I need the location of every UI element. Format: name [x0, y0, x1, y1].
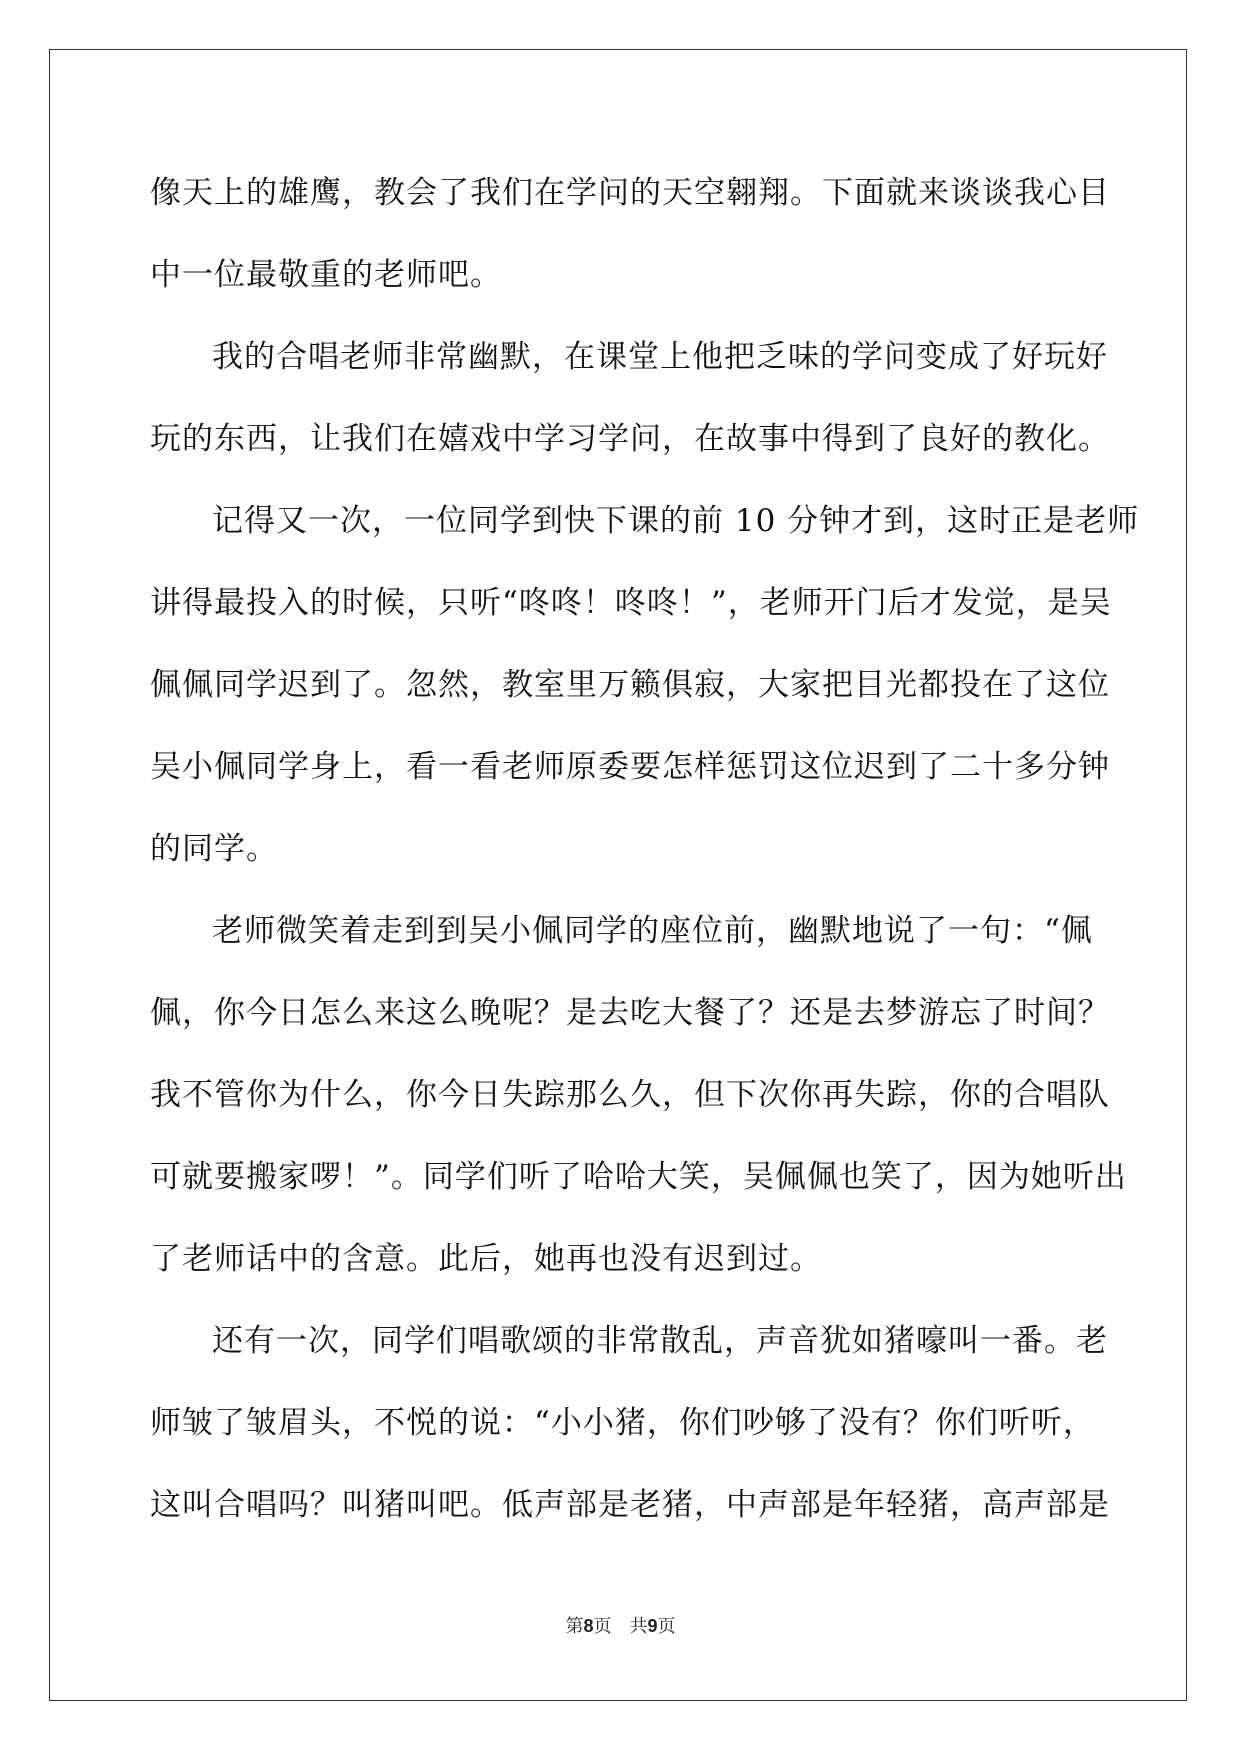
paragraph-start-line: 还有一次，同学们唱歌颂的非常散乱，声音犹如猪嚎叫一番。老	[212, 1323, 1108, 1359]
page-label-suffix: 页	[593, 1616, 612, 1637]
text-line: 师皱了皱眉头，不悦的说：“小小猪，你们吵够了没有？你们听听，	[150, 1405, 1095, 1441]
document-body	[150, 160, 1140, 1554]
page-number: 8	[583, 1616, 594, 1636]
text-line: 吴小佩同学身上，看一看老师原委要怎样惩罚这位迟到了二十多分钟	[150, 749, 1110, 785]
text-line: 我不管你为什么，你今日失踪那么久，但下次你再失踪，你的合唱队	[150, 1077, 1110, 1113]
text-line: 像天上的雄鹰，教会了我们在学问的天空翱翔。下面就来谈谈我心目	[150, 175, 1110, 211]
text-line: 了老师话中的含意。此后，她再也没有迟到过。	[150, 1241, 822, 1277]
text-line: 这叫合唱吗？叫猪叫吧。低声部是老猪，中声部是年轻猪，高声部是	[150, 1487, 1110, 1523]
page-footer	[0, 1612, 1241, 1638]
total-pages: 9	[647, 1616, 658, 1636]
paragraph-start-line: 我的合唱老师非常幽默，在课堂上他把乏味的学问变成了好玩好	[212, 339, 1108, 375]
paragraph-start-line: 记得又一次，一位同学到快下课的前 10 分钟才到，这时正是老师	[212, 503, 1140, 539]
text-line: 玩的东西，让我们在嬉戏中学习学问，在故事中得到了良好的教化。	[150, 421, 1110, 457]
text-line: 讲得最投入的时候，只听“咚咚！咚咚！”，老师开门后才发觉，是吴	[150, 585, 1112, 621]
paragraph-start-line: 老师微笑着走到到吴小佩同学的座位前，幽默地说了一句：“佩	[212, 913, 1093, 949]
total-label-prefix: 共	[629, 1616, 648, 1637]
text-line: 可就要搬家啰！”。同学们听了哈哈大笑，吴佩佩也笑了，因为她听出	[150, 1159, 1127, 1195]
text-line: 的同学。	[150, 831, 278, 867]
text-line: 中一位最敬重的老师吧。	[150, 257, 502, 293]
text-line: 佩，你今日怎么来这么晚呢？是去吃大餐了？还是去梦游忘了时间？	[150, 995, 1110, 1031]
total-label-suffix: 页	[657, 1616, 676, 1637]
text-line: 佩佩同学迟到了。忽然，教室里万籁俱寂，大家把目光都投在了这位	[150, 667, 1110, 703]
page-label-prefix: 第	[565, 1616, 584, 1637]
